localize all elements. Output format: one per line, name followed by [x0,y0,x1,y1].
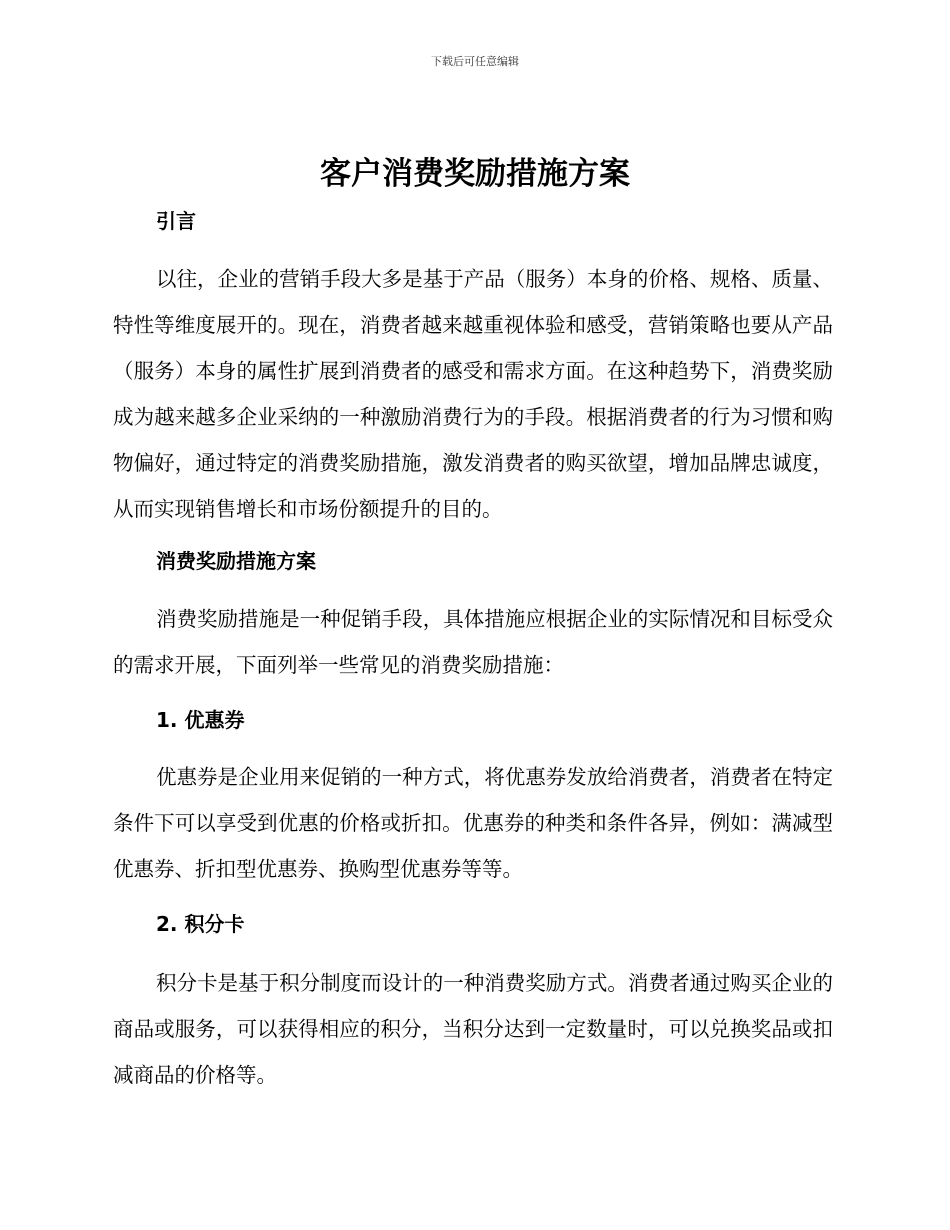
section-heading-plan: 消费奖励措施方案 [156,549,316,573]
page-header-note: 下载后可任意编辑 [431,55,519,68]
section-paragraph-coupon: 优惠券是企业用来促销的一种方式，将优惠券发放给消费者，消费者在特定条件下可以享受到优惠的价格或折扣。优惠券的种类和条件各异，例如：满减型优惠券、折扣型优惠券、换购型优惠券等等。 [113,765,833,881]
section-heading-intro: 引言 [156,209,196,233]
section-paragraph-points-card: 积分卡是基于积分制度而设计的一种消费奖励方式。消费者通过购买企业的商品或服务，可以获得相应的积分，当积分达到一定数量时，可以兑换奖品或扣减商品的价格等。 [113,971,833,1087]
section-paragraph-plan: 消费奖励措施是一种促销手段，具体措施应根据企业的实际情况和目标受众的需求开展，下面列举一些常见的消费奖励措施： [113,607,833,677]
section-heading-points-card: 2. 积分卡 [156,912,245,936]
document-title: 客户消费奖励措施方案 [320,156,630,192]
section-heading-coupon: 1. 优惠券 [156,708,245,732]
section-paragraph-intro: 以往，企业的营销手段大多是基于产品（服务）本身的价格、规格、质量、特性等维度展开的。现在，消费者越来越重视体验和感受，营销策略也要从产品（服务）本身的属性扩展到消费者的感受和需求方面。在这种趋势下，消费奖励成为越来越多企业采纳的一种激励消费行为的手段。根据消费者的行为习惯和购物偏好，通过特定的消费奖励措施，激发消费者的购买欲望，增加品牌忠诚度，从而实现销售增长和市场份额提升的目的。 [113,267,833,521]
